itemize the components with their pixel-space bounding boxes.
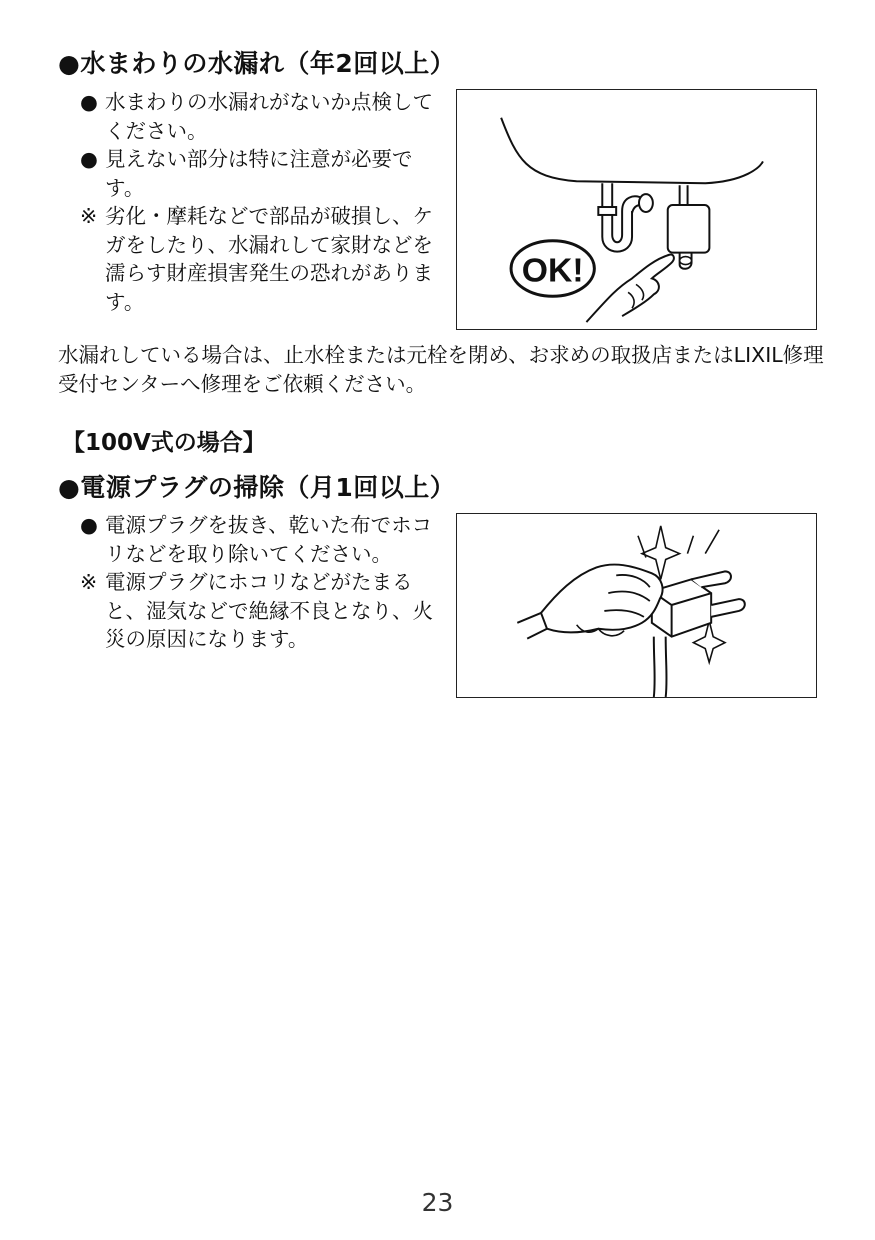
leak-instruction-note: 水漏れしている場合は、止水栓または元栓を閉め、お求めの取扱店またはLIXIL修理受付センターへ修理をご依頼ください。	[58, 343, 824, 396]
section-heading-plug-cleaning: ●電源プラグの掃除（月1回以上）	[58, 473, 456, 502]
plug-cleaning-illustration	[456, 513, 817, 698]
list-item-text: 見えない部分は特に注意が必要です。	[105, 147, 413, 200]
hand-wiping-plug-illustration	[457, 514, 816, 697]
list-item	[80, 511, 440, 568]
list-item-text: 劣化・摩耗などで部品が破損し、ケガをしたり、水漏れして家財などを濡らす財産損害発生の恐れがあります。	[105, 204, 433, 314]
list-item	[80, 568, 440, 654]
water-leak-list	[80, 88, 440, 316]
bullet-mark: ●	[80, 90, 98, 114]
ok-label: OK!	[521, 251, 584, 290]
plug-cleaning-list	[80, 511, 440, 654]
water-leak-illustration	[456, 89, 817, 330]
washbasin-pipes-illustration	[457, 90, 816, 329]
section-heading-water-leak: ●水まわりの水漏れ（年2回以上）	[58, 49, 456, 78]
page-number: 23	[421, 1188, 454, 1217]
list-item-text: 電源プラグを抜き、乾いた布でホコリなどを取り除いてください。	[105, 513, 433, 566]
list-item	[80, 88, 440, 145]
subheading-100v: 【100V式の場合】	[62, 430, 266, 456]
bullet-mark: ●	[80, 147, 98, 171]
list-item-text: 電源プラグにホコリなどがたまると、湿気などで絶縁不良となり、火災の原因になります。	[105, 570, 433, 651]
note-mark: ※	[80, 570, 98, 594]
bullet-mark: ●	[80, 513, 98, 537]
list-item	[80, 145, 440, 202]
list-item	[80, 202, 440, 316]
note-mark: ※	[80, 204, 98, 228]
list-item-text: 水まわりの水漏れがないか点検してください。	[105, 90, 433, 143]
